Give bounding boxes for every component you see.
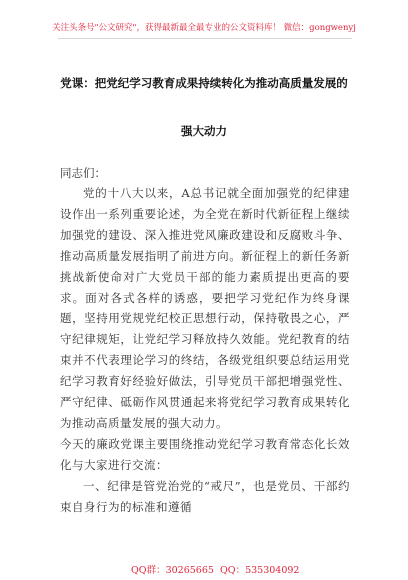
footer-qq-group: QQ群：30265665 xyxy=(131,565,214,576)
paragraph-transition: 今天的廉政党课主要围绕推动党纪学习教育常态化长效化与大家进行交流： xyxy=(60,436,350,472)
salutation: 同志们： xyxy=(60,166,106,180)
header-divider xyxy=(58,38,352,39)
section-heading-one: 一、纪律是管党治党的“戒尺”，也是党员、干部约束自身行为的标准和遵循 xyxy=(60,478,350,514)
paragraph-intro: 党的十八大以来，A总书记就全面加强党的纪律建设作出一系列重要论述，为全党在新时代新征程上继续加强党的建设、深入推进党风廉政建设和反腐败斗争、推动高质量发展指明了前进方向。新征程上的新任务新挑战新使命对广大党员干部的能力素质提出更高的要求。面对各式各样的诱惑，要把学习党纪作为终身课题，坚持用党规党纪校正思想行动，保持敬畏之心，严守纪律规矩，让党纪学习释放持久效能。党纪教育的结束并不代表理论学习的终结，各级党组织要总结运用党纪学习教育好经验好做法，引导党员干部把增强党性、严守纪律、砥砺作风贯通起来将党纪学习教育成果转化为推动高质量发展的强大动力。 xyxy=(60,186,350,430)
body-text xyxy=(60,183,350,518)
header-banner: 关注头条号"公文研究"，获得最新最全最专业的公文资料库！ 微信：gongwenyj xyxy=(52,23,356,33)
document-title-line-1: 党课：把党纪学习教育成果持续转化为推动高质量发展的 xyxy=(60,76,348,90)
document-title-line-2: 强大动力 xyxy=(181,124,227,138)
footer-qq-contact: QQ：535304092 xyxy=(220,565,300,576)
